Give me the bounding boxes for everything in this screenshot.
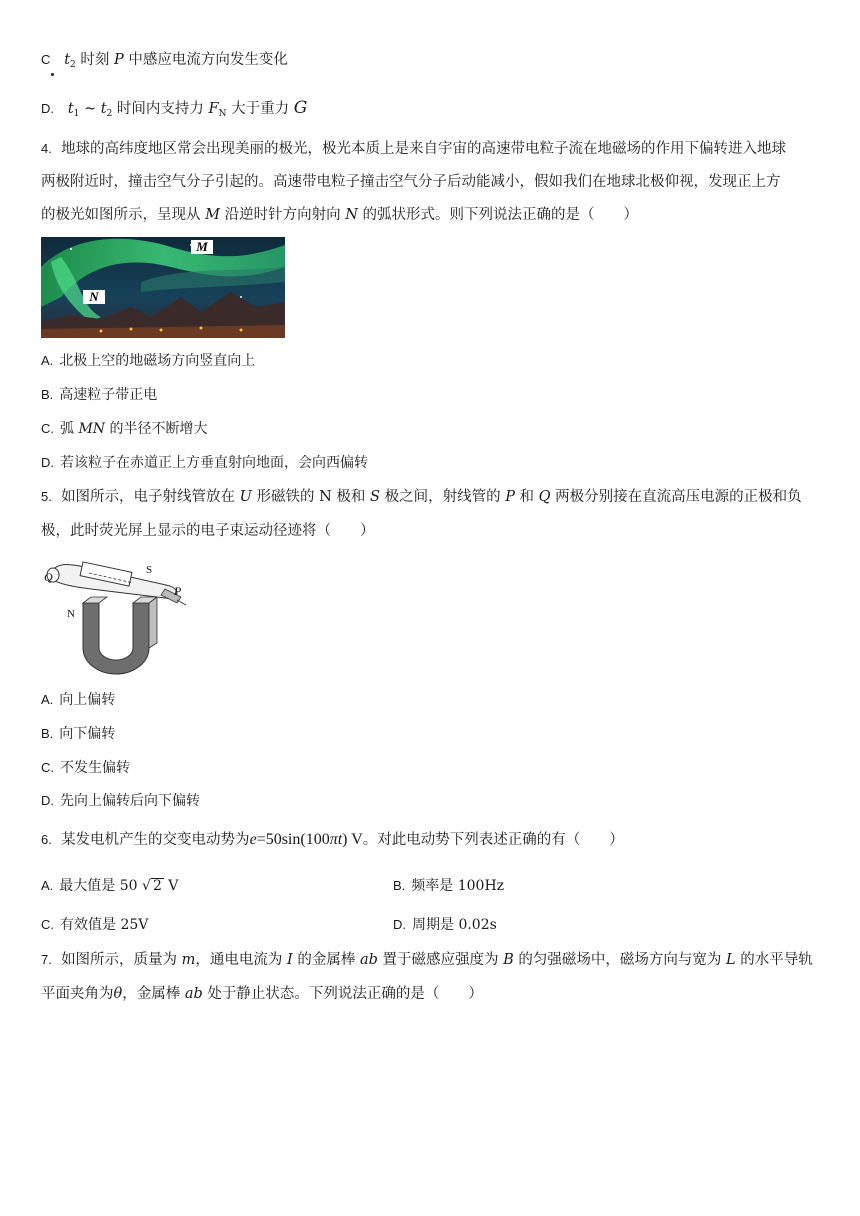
var-s: S (370, 489, 380, 505)
text: ，通电电流为 (195, 952, 288, 968)
text: 的极光如图所示，呈现从 (41, 207, 206, 223)
q4-option-c (41, 419, 208, 439)
text: 如图所示，质量为 (61, 952, 182, 968)
var-e: e (249, 831, 257, 848)
text: 极，此时荧光屏上显示的电子束运动径迹将（ ） (41, 523, 375, 539)
option-label: B. (41, 387, 54, 402)
option-label: C. (41, 421, 54, 436)
option-label: D. (393, 917, 406, 932)
q4-option-b (41, 385, 157, 405)
q5-option-d (41, 791, 200, 811)
option-label: D. (41, 101, 54, 116)
option-text: 向上偏转 (59, 692, 116, 708)
option-label: D. (41, 455, 54, 470)
q4-line-2 (41, 171, 781, 193)
text: ，金属棒 (122, 986, 185, 1002)
text: 的水平导轨 (735, 952, 813, 968)
prev-option-c (41, 49, 288, 76)
emf-formula (250, 831, 363, 848)
option-label: A. (41, 692, 54, 707)
q7-line-2 (41, 983, 483, 1005)
option-text: 若该粒子在赤道正上方垂直射向地面，会向西偏转 (60, 455, 368, 471)
text: 形磁铁的 N 极和 (251, 489, 371, 505)
aurora-label-n: N (89, 289, 99, 304)
option-text: 不发生偏转 (60, 760, 130, 776)
option-text: 有效值是 25V (60, 917, 149, 933)
var-l: L (726, 952, 736, 968)
aurora-image (41, 237, 285, 338)
var-n: N (345, 207, 358, 223)
text: 的金属棒 (292, 952, 360, 968)
question-number: 5. (41, 489, 52, 504)
text: 。对此电动势下列表述正确的有（ ） (362, 832, 624, 848)
text: 平面夹角为 (41, 986, 114, 1002)
q7-line-1 (41, 949, 813, 971)
q5-line-1 (41, 486, 802, 508)
q4-line-1 (41, 138, 786, 160)
formula-part: ) (342, 831, 348, 848)
q4-option-a (41, 351, 255, 371)
aurora-label-m: M (196, 239, 208, 254)
aurora-figure (41, 237, 285, 338)
subscript: 2 (70, 60, 76, 70)
var-m: M (205, 207, 220, 223)
crt-magnet-figure (41, 553, 191, 678)
var-pi-t: πt (329, 831, 343, 848)
option-label: A. (41, 878, 54, 893)
var-t2: t (100, 101, 107, 117)
text: 如图所示，电子射线管放在 (61, 489, 240, 505)
option-text: 最大值是 50 (59, 878, 143, 894)
text: 置于磁感应强度为 (377, 952, 504, 968)
var-t: t (64, 52, 71, 68)
q6-option-c (41, 915, 148, 935)
prev-option-d (41, 97, 307, 125)
var-u: U (239, 489, 252, 505)
option-label: B. (41, 726, 54, 741)
option-text: V (163, 878, 179, 894)
option-text: 高速粒子带正电 (59, 387, 158, 403)
crt-label-s: S (146, 564, 153, 576)
var-i: I (287, 952, 293, 968)
option-text: 频率是 100Hz (411, 878, 505, 894)
question-number: 6. (41, 832, 52, 847)
text: 的弧状形式。则下列说法正确的是（ ） (357, 207, 638, 223)
crt-magnet-diagram (41, 553, 191, 678)
crt-label-p: P (174, 584, 182, 598)
var-q: Q (538, 489, 551, 505)
option-label: D. (41, 793, 54, 808)
var-theta: θ (113, 986, 123, 1002)
var-b: B (503, 952, 514, 968)
text: 的匀强磁场中，磁场方向与宽为 (513, 952, 727, 968)
text: 极之间，射线管的 (379, 489, 506, 505)
option-text: 弧 (60, 421, 79, 437)
text: 两极附近时，撞击空气分子引起的。高速带电粒子撞击空气分子后动能减小，假如我们在地球北极仰视，发现正上方 (41, 174, 781, 190)
crt-label-n: N (67, 608, 75, 620)
text: 某发电机产生的交变电动势为 (61, 832, 250, 848)
q5-line-2 (41, 520, 375, 542)
text: 时刻 (75, 52, 114, 68)
option-text: 北极上空的地磁场方向竖直向上 (59, 353, 256, 369)
formula-part: =50sin(100 (256, 831, 330, 848)
var-ab: ab (184, 986, 203, 1002)
option-text: 向下偏转 (59, 726, 116, 742)
option-text: 先向上偏转后向下偏转 (60, 793, 200, 809)
option-text: 周期是 0.02s (412, 917, 497, 933)
text: 中感应电流方向发生变化 (123, 52, 288, 68)
subscript: 1 (73, 109, 80, 119)
q6-option-d (393, 915, 497, 935)
var-t1: t (67, 101, 74, 117)
text: 大于重力 (226, 101, 294, 117)
stray-dot (51, 73, 54, 76)
text: 两极分别接在直流高压电源的正极和负 (550, 489, 802, 505)
var-m: m (181, 952, 196, 968)
text: 处于静止状态。下列说法正确的是（ ） (202, 986, 483, 1002)
subscript: 2 (106, 109, 113, 119)
crt-label-q: Q (44, 570, 53, 584)
q5-option-b (41, 724, 115, 744)
option-label: C. (41, 917, 54, 932)
var-g: G (293, 98, 308, 118)
var-ab: ab (359, 952, 378, 968)
var-p: P (505, 489, 515, 505)
q4-option-d (41, 453, 368, 473)
var-p: P (114, 52, 124, 68)
formula-unit: V (347, 831, 363, 848)
text: 沿逆时针方向射向 (219, 207, 346, 223)
question-number: 4. (41, 141, 52, 156)
option-label: B. (393, 878, 406, 893)
option-label: A. (41, 353, 54, 368)
q5-option-a (41, 690, 115, 710)
sqrt-radicand: 2 (152, 878, 162, 894)
text: 和 (514, 489, 539, 505)
q5-option-c (41, 758, 130, 778)
q4-line-3 (41, 204, 638, 226)
option-label: C (41, 52, 51, 67)
option-label: C. (41, 760, 54, 775)
q6-option-b (393, 876, 504, 896)
text: ~ (79, 101, 101, 117)
text: 时间内支持力 (112, 101, 209, 117)
q6-stem (41, 829, 624, 851)
question-number: 7. (41, 952, 52, 967)
var-mn: MN (78, 421, 106, 437)
option-text: 的半径不断增大 (105, 421, 208, 437)
q6-option-a: A. 最大值是 50 √ 2 V (41, 878, 179, 894)
subscript: N (218, 109, 227, 119)
var-f: F (208, 101, 219, 117)
text: 地球的高纬度地区常会出现美丽的极光，极光本质上是来自宇宙的高速带电粒子流在地磁场的作用下偏转进入地球 (61, 141, 787, 157)
